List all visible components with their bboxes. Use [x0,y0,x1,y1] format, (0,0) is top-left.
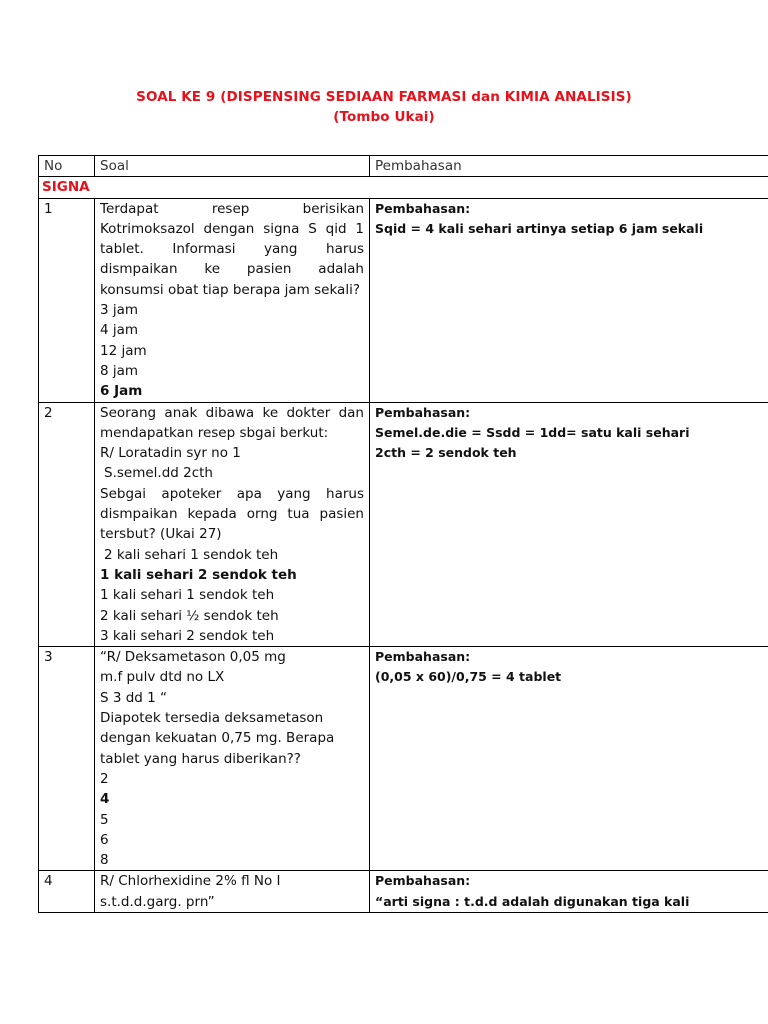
question-text: Seorang anak dibawa ke dokter dan mendapatkan resep sbgai berkut: [100,404,364,441]
prescription-line: R/ Loratadin syr no 1 [100,445,241,462]
row-number: 2 [39,402,95,647]
prescription-line: S 3 dd 1 “ [100,689,168,706]
option: 12 jam [100,342,147,359]
question-cell [95,198,370,402]
correct-option: 1 kali sehari 2 sendok teh [100,566,297,583]
option: 2 kali sehari 1 sendok teh [104,546,279,563]
discussion-text: (0,05 x 60)/0,75 = 4 tablet [375,669,562,685]
document-title: SOAL KE 9 (DISPENSING SEDIAAN FARMASI dan KIMIA ANALISIS) [136,89,632,105]
discussion-text: 2cth = 2 sendok teh [375,445,517,461]
prescription-line: “R/ Deksametason 0,05 mg [100,649,286,666]
questions-table [38,155,768,913]
discussion-heading: Pembahasan: [375,404,471,420]
option: 8 [100,852,109,869]
discussion-cell [370,402,768,647]
section-row [39,177,768,198]
discussion-heading: Pembahasan: [375,200,471,216]
prescription-line: S.semel.dd 2cth [104,465,213,482]
discussion-cell [370,647,768,871]
header-no: No [39,156,95,177]
option: 4 jam [100,322,139,339]
table-row [39,402,768,647]
discussion-cell [370,871,768,913]
document-subtitle: (Tombo Ukai) [333,109,435,125]
option: 2 kali sehari ½ sendok teh [100,607,279,624]
question-text: Sebgai apoteker apa yang harus dismpaikan kepada orng tua pasien tersbut? (Ukai 27) [100,485,364,543]
header-pembahasan: Pembahasan [370,156,768,177]
header-soal: Soal [95,156,370,177]
question-cell [95,402,370,647]
discussion-text: “arti signa : t.d.d adalah digunakan tiga kali [375,893,690,909]
table-row [39,871,768,913]
option: 1 kali sehari 1 sendok teh [100,587,275,604]
table-row [39,647,768,871]
table-row [39,198,768,402]
correct-option: 4 [100,791,110,808]
discussion-text: Semel.de.die = Ssdd = 1dd= satu kali sehari [375,424,690,440]
row-number: 3 [39,647,95,871]
prescription-line: m.f pulv dtd no LX [100,669,225,686]
option: 3 jam [100,302,139,319]
option: 2 [100,770,109,787]
option: 6 [100,831,109,848]
question-cell [95,647,370,871]
correct-option: 6 Jam [100,383,143,400]
section-label: SIGNA [39,177,768,198]
discussion-cell [370,198,768,402]
row-number: 1 [39,198,95,402]
discussion-heading: Pembahasan: [375,649,471,665]
question-text: Diapotek tersedia deksametason dengan kekuatan 0,75 mg. Berapa tablet yang harus diberikan?? [100,710,335,767]
row-number: 4 [39,871,95,913]
discussion-heading: Pembahasan: [375,873,471,889]
prescription-line: R/ Chlorhexidine 2% fl No I [100,873,281,890]
discussion-text: Sqid = 4 kali sehari artinya setiap 6 jam sekali [375,220,704,236]
prescription-line: s.t.d.d.garg. prn” [100,893,215,910]
option: 5 [100,811,109,828]
option: 3 kali sehari 2 sendok teh [100,627,275,644]
table-header-row [39,156,768,177]
question-cell [95,871,370,913]
question-text: Terdapat resep berisikan Kotrimoksazol dengan signa S qid 1 tablet. Informasi yang harus dismpaikan ke pasien adalah konsumsi obat tiap berapa jam sekali? [100,200,364,298]
option: 8 jam [100,362,139,379]
